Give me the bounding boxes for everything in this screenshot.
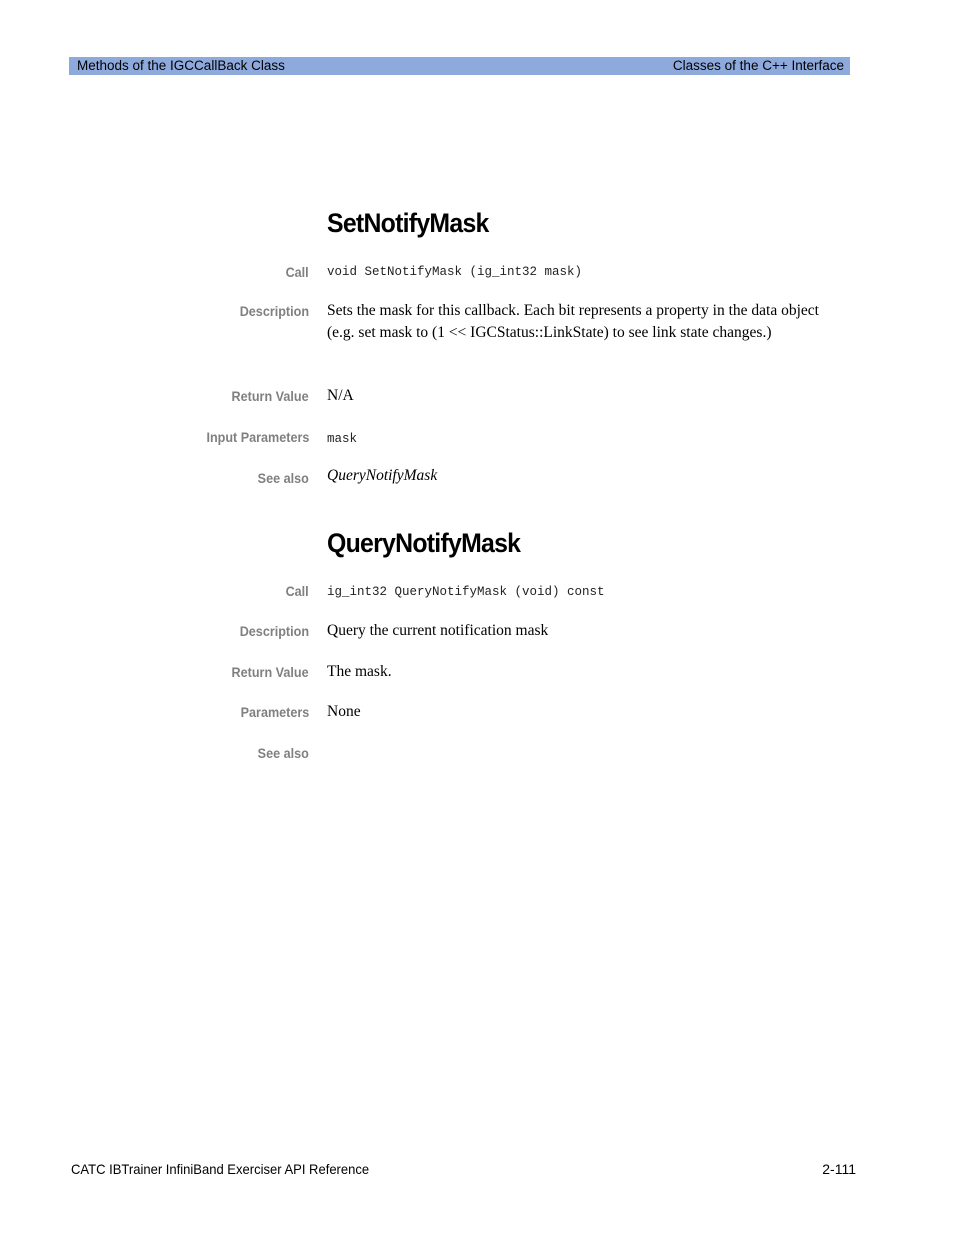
description-text: Sets the mask for this callback. Each bit represents a property in the data object (e.g. set mask to (1 << IGCStatus::LinkState) to see link state changes.) [327,302,819,341]
return-value-label: Return Value [231,664,309,680]
header-chapter-title: Classes of the C++ Interface [672,58,844,73]
parameters-text: None [327,703,361,720]
header-section-title: Methods of the IGCCallBack Class [77,58,285,73]
running-header [69,57,850,75]
return-value-text: N/A [327,387,354,404]
input-parameters-text: mask [327,432,358,446]
see-also-link[interactable]: QueryNotifyMask [327,467,438,484]
call-signature: ig_int32 QueryNotifyMask (void) const [327,585,605,599]
call-label: Call [285,264,309,280]
see-also-label: See also [257,470,309,486]
return-value-label: Return Value [231,388,309,404]
see-also-label: See also [257,745,309,761]
call-signature: void SetNotifyMask (ig_int32 mask) [327,265,583,279]
call-label: Call [285,583,309,599]
description-text: Query the current notification mask [327,622,549,639]
footer-document-title: CATC IBTrainer InfiniBand Exerciser API Reference [71,1161,370,1177]
description-label: Description [239,623,309,639]
parameters-label: Parameters [240,704,309,720]
description-label: Description [239,303,309,319]
input-parameters-label: Input Parameters [206,429,309,445]
method-title-setnotifymask: SetNotifyMask [327,208,489,238]
return-value-text: The mask. [327,663,392,680]
page-number: 2-111 [822,1161,856,1177]
method-title-querynotifymask: QueryNotifyMask [327,528,521,558]
